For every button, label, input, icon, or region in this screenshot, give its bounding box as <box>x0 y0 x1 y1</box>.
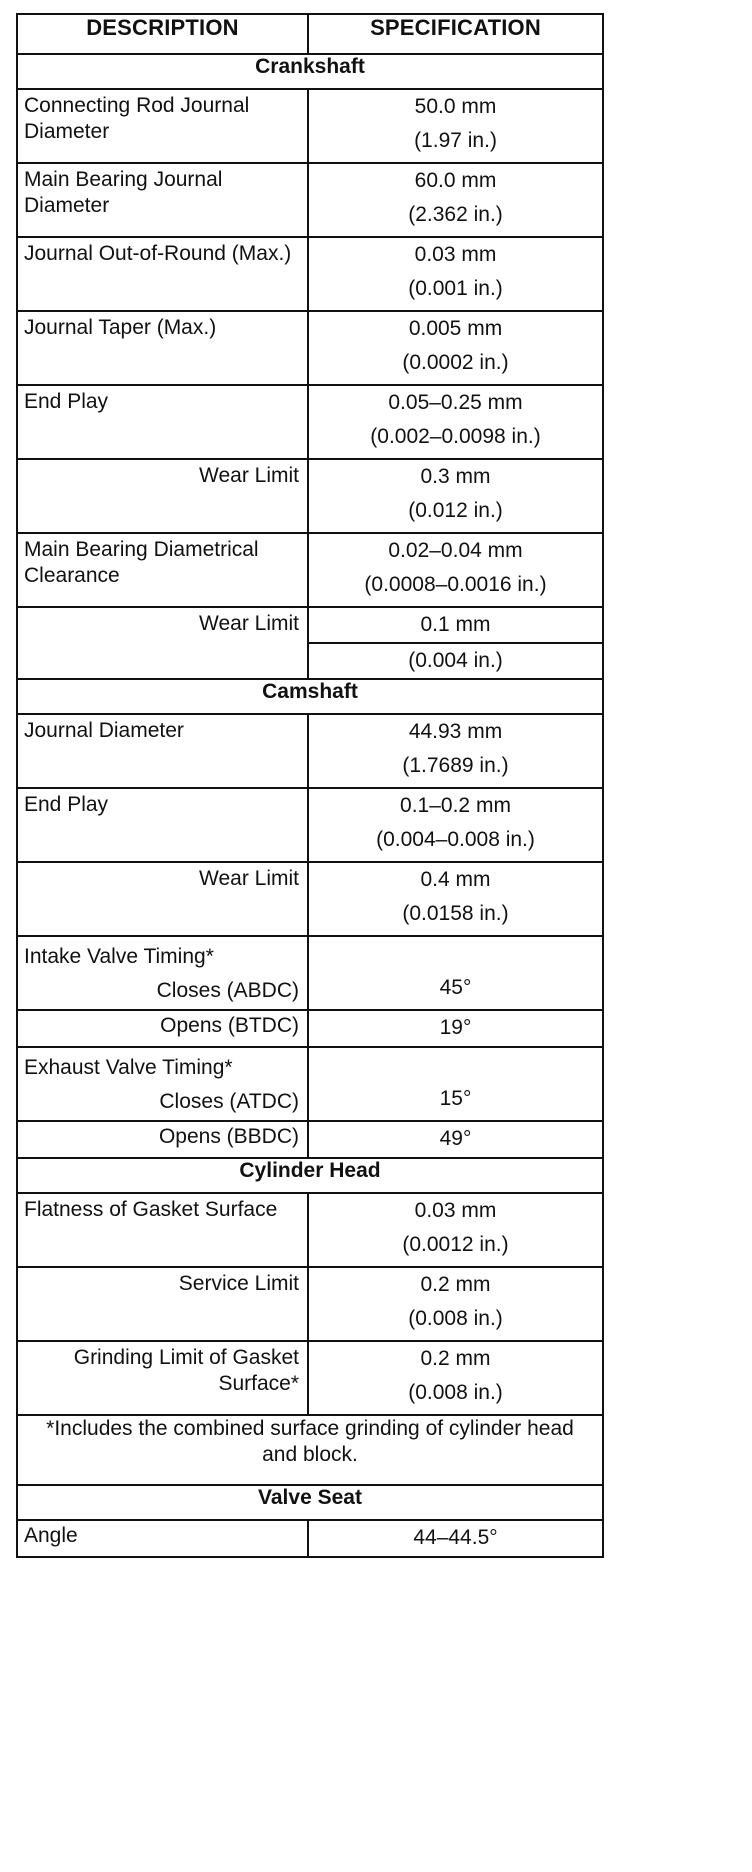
intake-opens-value: 19° <box>308 1010 603 1047</box>
table-row <box>17 1047 603 1121</box>
row-description: Journal Diameter <box>17 714 308 788</box>
row-description: Connecting Rod Journal Diameter <box>17 89 308 163</box>
metric-value: 0.05–0.25 mm <box>388 391 523 414</box>
imperial-value-cell <box>308 643 603 679</box>
row-specification <box>308 714 603 788</box>
table-row <box>17 1121 603 1158</box>
row-description: Wear Limit <box>17 459 308 533</box>
exhaust-timing-label: Exhaust Valve Timing* <box>24 1056 233 1079</box>
imperial-value: (1.97 in.) <box>414 129 497 152</box>
intake-closes-value: 45° <box>439 976 472 999</box>
metric-value: 0.4 mm <box>420 868 491 891</box>
metric-value: 0.2 mm <box>420 1273 491 1296</box>
imperial-value: (0.0002 in.) <box>402 351 509 374</box>
metric-value: 44.93 mm <box>408 720 503 743</box>
imperial-value: (0.0012 in.) <box>402 1233 509 1256</box>
imperial-value: (1.7689 in.) <box>402 754 509 777</box>
row-specification <box>308 1193 603 1267</box>
metric-value: 50.0 mm <box>414 95 497 118</box>
imperial-value: (0.008 in.) <box>408 1381 503 1404</box>
row-specification <box>308 385 603 459</box>
row-description: Wear Limit <box>17 607 308 679</box>
row-description: Flatness of Gasket Surface <box>17 1193 308 1267</box>
section-title: Crankshaft <box>17 54 603 89</box>
table-row <box>17 533 603 607</box>
table-row <box>17 1520 603 1557</box>
table-row <box>17 788 603 862</box>
section-cylinder-head <box>17 1158 603 1193</box>
section-camshaft <box>17 679 603 714</box>
section-valve-seat <box>17 1485 603 1520</box>
row-description: Main Bearing Journal Diameter <box>17 163 308 237</box>
exhaust-opens-label: Opens (BBDC) <box>17 1121 308 1158</box>
table-row <box>17 163 603 237</box>
table-row <box>17 89 603 163</box>
exhaust-closes-cell <box>308 1047 603 1121</box>
table-row <box>17 1010 603 1047</box>
row-description: Angle <box>17 1520 308 1557</box>
metric-value: 0.02–0.04 mm <box>388 539 523 562</box>
exhaust-closes-label: Closes (ATDC) <box>159 1090 299 1113</box>
intake-closes-label: Closes (ABDC) <box>156 979 299 1002</box>
spec-table <box>16 13 604 1558</box>
row-specification <box>308 163 603 237</box>
exhaust-opens-value: 49° <box>308 1121 603 1158</box>
table-row <box>17 607 603 643</box>
row-specification <box>308 788 603 862</box>
table-row <box>17 385 603 459</box>
row-description: Service Limit <box>17 1267 308 1341</box>
imperial-value: (2.362 in.) <box>408 203 503 226</box>
row-specification <box>308 862 603 936</box>
row-specification <box>308 1267 603 1341</box>
intake-opens-label: Opens (BTDC) <box>17 1010 308 1047</box>
table-row <box>17 459 603 533</box>
metric-value: 0.1–0.2 mm <box>400 794 511 817</box>
row-description: Journal Out-of-Round (Max.) <box>17 237 308 311</box>
metric-value-cell <box>308 607 603 643</box>
intake-timing-cell <box>17 936 308 1010</box>
intake-timing-label: Intake Valve Timing* <box>24 945 214 968</box>
footnote: *Includes the combined surface grinding of cylinder head and block. <box>17 1415 603 1485</box>
row-specification <box>308 1341 603 1415</box>
table-row <box>17 1267 603 1341</box>
table-row <box>17 862 603 936</box>
intake-closes-cell <box>308 936 603 1010</box>
metric-value: 0.2 mm <box>420 1347 491 1370</box>
metric-value: 0.005 mm <box>408 317 503 340</box>
section-title: Camshaft <box>17 679 603 714</box>
table-row <box>17 1193 603 1267</box>
row-specification <box>308 237 603 311</box>
metric-value: 60.0 mm <box>414 169 497 192</box>
row-description: End Play <box>17 385 308 459</box>
metric-value: 0.03 mm <box>414 1199 497 1222</box>
table-row <box>17 311 603 385</box>
section-crankshaft <box>17 54 603 89</box>
specification-header: SPECIFICATION <box>308 14 603 54</box>
row-description: End Play <box>17 788 308 862</box>
row-description: Main Bearing Diametrical Clearance <box>17 533 308 607</box>
imperial-value: (0.012 in.) <box>408 499 503 522</box>
table-row <box>17 936 603 1010</box>
section-title: Valve Seat <box>17 1485 603 1520</box>
imperial-value: (0.008 in.) <box>408 1307 503 1330</box>
header-row <box>17 14 603 54</box>
description-header: DESCRIPTION <box>17 14 308 54</box>
exhaust-closes-value: 15° <box>439 1087 472 1110</box>
row-specification <box>308 311 603 385</box>
section-title: Cylinder Head <box>17 1158 603 1193</box>
row-specification <box>308 459 603 533</box>
row-specification <box>308 533 603 607</box>
row-specification: 44–44.5° <box>308 1520 603 1557</box>
table-row <box>17 237 603 311</box>
imperial-value: (0.004 in.) <box>408 649 503 672</box>
table-row <box>17 1341 603 1415</box>
imperial-value: (0.0158 in.) <box>402 902 509 925</box>
imperial-value: (0.004–0.008 in.) <box>376 828 535 851</box>
exhaust-timing-cell <box>17 1047 308 1121</box>
row-specification <box>308 89 603 163</box>
row-description: Wear Limit <box>17 862 308 936</box>
metric-value: 0.03 mm <box>414 243 497 266</box>
imperial-value: (0.001 in.) <box>408 277 503 300</box>
table-row <box>17 714 603 788</box>
footnote-row <box>17 1415 603 1485</box>
metric-value: 0.1 mm <box>420 613 491 636</box>
imperial-value: (0.0008–0.0016 in.) <box>364 573 547 596</box>
metric-value: 0.3 mm <box>420 465 491 488</box>
row-description: Journal Taper (Max.) <box>17 311 308 385</box>
imperial-value: (0.002–0.0098 in.) <box>370 425 541 448</box>
row-description: Grinding Limit of Gasket Surface* <box>17 1341 308 1415</box>
